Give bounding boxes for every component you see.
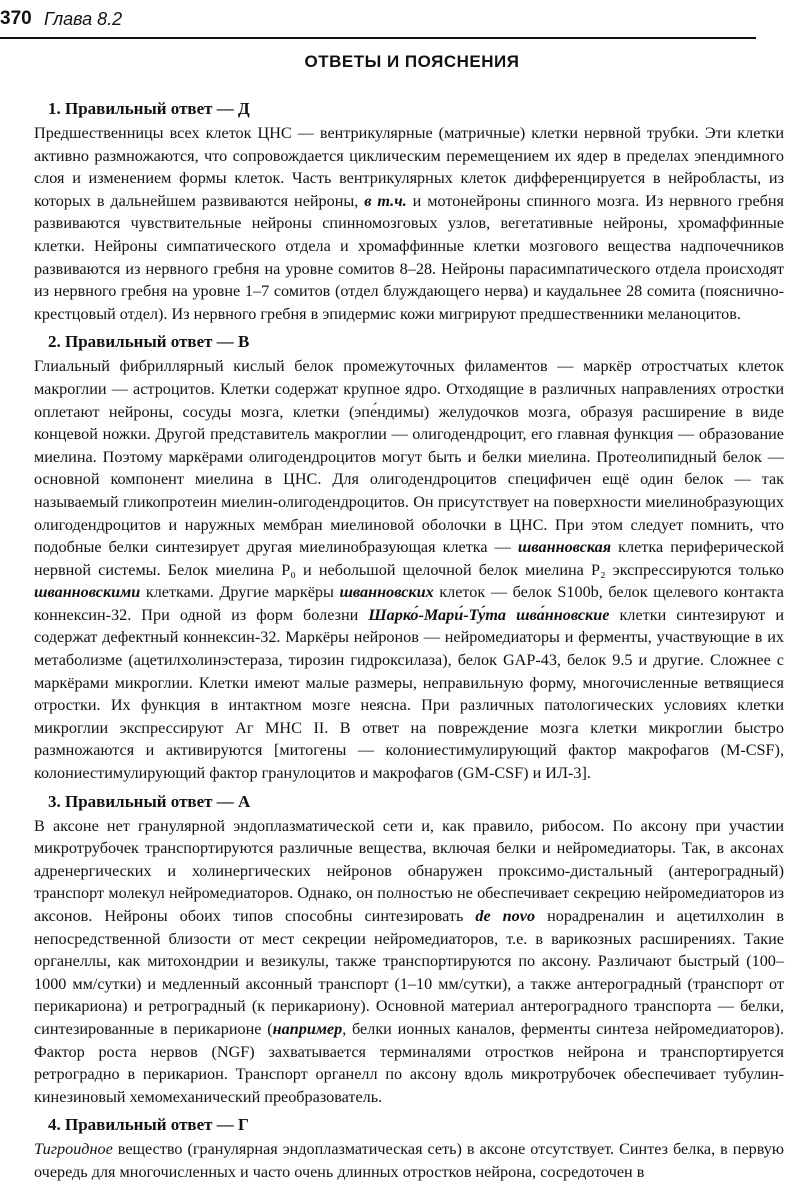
emphasis-run: например (272, 1019, 343, 1038)
text-run: клетка периферической нервной системы. Белок миелина P₀ и небольшой щелочной белок миелина P₂ экспрессируются только (34, 538, 784, 579)
emphasis-run: шванновская (517, 538, 612, 557)
emphasis-run: Тигроидное (34, 1140, 113, 1159)
running-head (0, 8, 756, 38)
text-run: и мотонейроны спинного мозга. Из нервного гребня развиваются чувствительные нейроны спинномозговых узлов, вегетативные нейроны, хромаффинные клетки. Нейроны симпатического отдела и хромаффинные клетки мозгового вещества надпочечников развиваются из нервного гребня на уровне сомитов 8–28. Нейроны парасимпатического отдела происходят из нервного гребня на уровне 1–7 сомитов (отдел блуждающего нерва) и каудальнее 28 сомита (пояснично-крестцовый отдел). Из нервного гребня в эпидермис кожи мигрируют предшественники меланоцитов. (34, 191, 785, 323)
emphasis-run: de novo (475, 907, 536, 925)
text-run: норадреналин и ацетилхолин в непосредственной близости от мест секреции нейромедиаторов, т.е. в варикозных расширениях. Такие органеллы, как митохондрии и везикулы, также транспортируются по аксону. Различают быстрый (100–1000 мм/сутки) и медленный аксонный транспорт (1–10 мм/сутки), а также антероградный (транспорт от перикариона) и ретроградный (к перикариону). Основной материал антероградного транспорта — белки, синтезированные в перикарионе ( (34, 907, 785, 1038)
chapter-label: Глава 8.2 (44, 9, 123, 29)
text-run: клеток — белок S100b, белок щелевого контакта коннексин-32. При одной из форм болезни (34, 583, 784, 624)
emphasis-run: шванновскими (34, 583, 141, 602)
answer-text (34, 355, 784, 784)
text-run: В аксоне нет гранулярной эндоплазматической сети и, как правило, рибосом. По аксону при участии микротрубочек транспортируются различные вещества, включая белки и нейромедиаторы. Так, в аксонах адренергических и холинергических нейронов обнаружен проксимо-дистальный (антероградный) транспорт молекул нейромедиаторов. Однако, он полностью не обеспечивает секрецию нейромедиаторов из аксонов. Нейроны обоих типов способны синтезировать (34, 816, 784, 925)
emphasis-run: Шарко́-Мари́-Ту́та шва́нновские (368, 605, 610, 624)
answer-heading: 4. Правильный ответ — Г (48, 1115, 249, 1135)
emphasis-run: в т.ч. (364, 191, 407, 210)
answer-text (34, 122, 784, 325)
text-run: Предшественницы всех клеток ЦНС — вентрикулярные (матричные) клетки нервной трубки. Эти клетки активно размножаются, что сопровождается циклическим перемещением их ядер в пределах эпендимного слоя и изменением формы клеток. Часть вентрикулярных клеток дифференцируется в нейробласты, из которых в дальнейшем развиваются нейроны, (34, 124, 784, 210)
answer-2 (34, 329, 784, 784)
header-rule (0, 37, 756, 39)
text-run: клетки синтезируют и содержат дефектный коннексин-32. Маркёры нейронов — нейромедиаторы и ферменты, участвующие в их метаболизме (ацетилхолинэстераза, тирозин гидроксилаза), белок GAP-43, белок 9.5 и другие. Сложнее с маркёрами микроглии. Клетки имеют малые размеры, неправильную форму, многочисленные ветвящиеся отростки. Их функция в интактном мозге неясна. При различных патологических условиях клетки микроглии экспрессируют Аг MHC II. В ответ на повреждение мозга клетки микроглии быстро размножаются и активируются [митогены — колониестимулирующий фактор макрофагов (M-CSF), колониестимулирующий фактор гранулоцитов и макрофагов (GM-CSF) и ИЛ-3]. (34, 605, 784, 783)
answers-content (34, 96, 784, 1188)
text-run: клетками. Другие маркёры (140, 583, 340, 602)
answer-text (34, 815, 784, 1109)
text-run: вещество (гранулярная эндоплазматическая сеть) в аксоне отсутствует. Синтез белка, в первую очередь для многочисленных и часто очень длинных отростков нейрона, сосредоточен в (34, 1140, 784, 1181)
answer-3 (34, 789, 784, 1109)
answer-1 (34, 96, 784, 325)
page-number: 370 (0, 8, 32, 29)
answer-heading: 1. Правильный ответ — Д (48, 99, 250, 118)
answer-heading: 3. Правильный ответ — А (48, 791, 251, 811)
answer-4 (34, 1112, 784, 1183)
section-title: ОТВЕТЫ И ПОЯСНЕНИЯ (304, 52, 520, 71)
answer-heading: 2. Правильный ответ — В (48, 332, 250, 352)
emphasis-run: шванновских (339, 583, 434, 602)
text-run: Глиальный фибриллярный кислый белок промежуточных филаментов — маркёр отростчатых клеток макроглии — астроцитов. Клетки содержат крупное ядро. Отходящие в различных направлениях отростки оплетают нейроны, сосуды мозга, клетки (эпе́ндимы) желудочков мозга, образуя расширение в виде концевой ножки. Другой представитель макроглии — олигодендроцит, его главная функция — образование миелина. Поэтому маркёрами олигодендроцитов могут быть и белки миелина. Протеолипидный белок — основной компонент миелина в ЦНС. Для олигодендроцитов специфичен ещё один белок — так называемый гликопротеин миелин-олигодендроцитов. Он присутствует на поверхности миелинобразующих олигодендроцитов и наружных мембран миелиновой оболочки в ЦНС. При этом следует помнить, что подобные белки синтезирует другая миелинобразующая клетка — (34, 357, 784, 557)
text-run: , белки ионных каналов, ферменты синтеза нейромедиаторов). Фактор роста нервов (NGF) захватывается терминалями отростков нейрона и транспортируется ретроградно в перикарион. Транспорт органелл по аксону вдоль микротрубочек обеспечивает тубулин-кинезиновый хемомеханический преобразователь. (34, 1019, 784, 1106)
answer-text (34, 1138, 784, 1183)
